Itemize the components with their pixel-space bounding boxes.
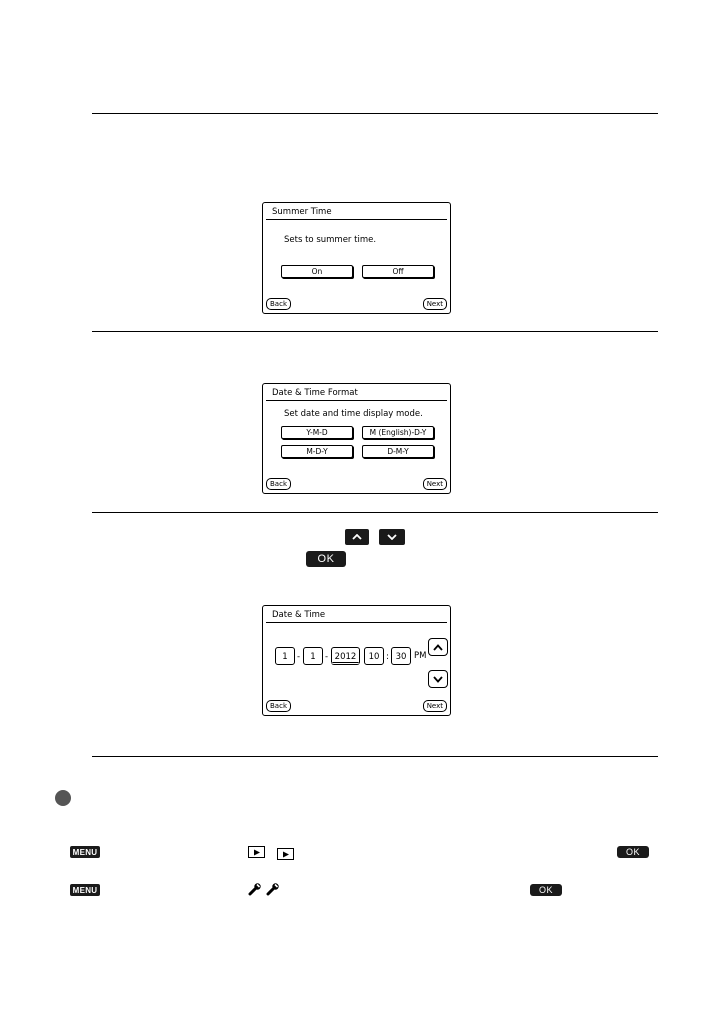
on-button[interactable]: On — [281, 265, 353, 278]
screen-title: Date & Time — [272, 610, 326, 620]
up-key-icon — [345, 529, 369, 545]
divider-3 — [92, 512, 658, 513]
down-arrow-button[interactable] — [428, 670, 448, 688]
date-separator: - — [297, 652, 301, 662]
back-button[interactable]: Back — [266, 298, 291, 310]
month-field[interactable]: 1 — [275, 647, 295, 665]
day-field[interactable]: 1 — [303, 647, 323, 665]
wrench-icon — [248, 882, 262, 896]
date-time-screen — [262, 605, 451, 716]
divider-4 — [92, 756, 658, 757]
back-button[interactable]: Back — [266, 700, 291, 712]
title-divider — [266, 400, 447, 401]
play-icon — [277, 848, 294, 860]
hour-field[interactable]: 10 — [364, 647, 384, 665]
year-field[interactable]: 2012 — [331, 647, 360, 665]
next-button[interactable]: Next — [423, 478, 447, 490]
format-dmy-button[interactable]: D-M-Y — [362, 445, 434, 458]
ok-key-icon: OK — [306, 551, 346, 567]
bullet-icon — [55, 790, 71, 806]
ok-key-icon: OK — [617, 846, 649, 858]
down-key-icon — [379, 529, 405, 545]
up-arrow-button[interactable] — [428, 638, 448, 656]
screen-title: Date & Time Format — [272, 388, 358, 398]
format-ymd-button[interactable]: Y-M-D — [281, 426, 353, 439]
screen-title: Summer Time — [272, 207, 332, 217]
play-icon — [248, 846, 265, 858]
back-button[interactable]: Back — [266, 478, 291, 490]
date-separator: - — [325, 652, 329, 662]
ok-key-icon: OK — [530, 884, 562, 896]
menu-key-icon: MENU — [70, 846, 100, 858]
divider-1 — [92, 113, 658, 114]
title-divider — [266, 622, 447, 623]
screen-message: Sets to summer time. — [284, 235, 377, 245]
minute-field[interactable]: 30 — [391, 647, 411, 665]
down-arrow-icon — [433, 676, 443, 683]
up-arrow-icon — [433, 644, 443, 651]
format-mdy-button[interactable]: M-D-Y — [281, 445, 353, 458]
time-separator: : — [386, 652, 389, 662]
summer-time-screen — [262, 202, 451, 314]
divider-2 — [92, 331, 658, 332]
date-format-screen — [262, 383, 451, 494]
format-mdy-english-button[interactable]: M (English)-D-Y — [362, 426, 434, 439]
off-button[interactable]: Off — [362, 265, 434, 278]
next-button[interactable]: Next — [423, 700, 447, 712]
menu-key-icon: MENU — [70, 884, 100, 896]
title-divider — [266, 219, 447, 220]
screen-message: Set date and time display mode. — [284, 409, 423, 419]
ampm-label: PM — [414, 651, 427, 661]
wrench-icon — [266, 882, 280, 896]
next-button[interactable]: Next — [423, 298, 447, 310]
